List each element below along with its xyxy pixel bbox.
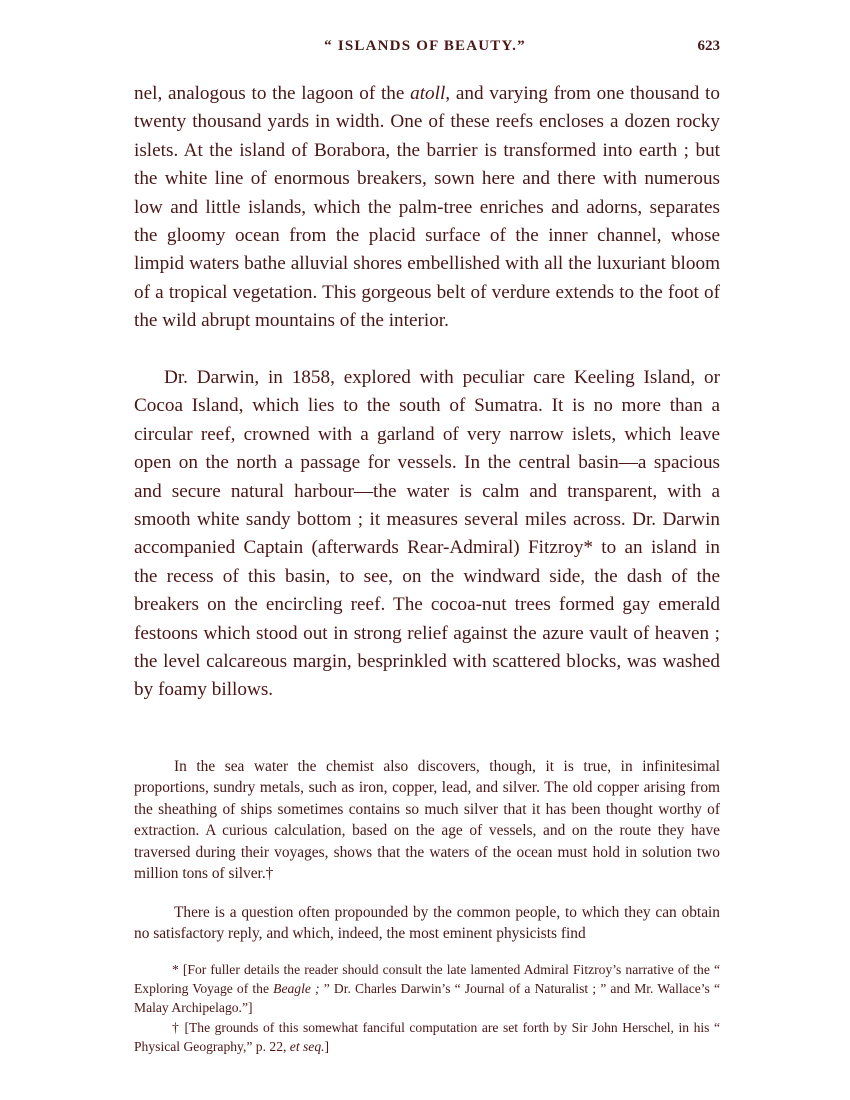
paragraph-2: Dr. Darwin, in 1858, explored with peculiar care Keeling Island, or Cocoa Island, which lies to the south of Sumatra. It is no more than a circular reef, crowned with a garland of very narrow islets, which leave open on the north a passage for vessels. In the central basin—a spacious and secure natural harbour—the water is calm and transparent, with a smooth white sandy bottom ; it measures several miles across. Dr. Darwin accompanied Captain (afterwards Rear-Admiral) Fitzroy* to an island in the recess of this basin, to see, on the windward side, the dash of the breakers on the encircling reef. The cocoa-nut trees formed gay emerald festoons which stood out in strong relief against the azure vault of heaven ; the level calcareous margin, besprinkled with scattered blocks, was washed by foamy billows. [134,367,720,701]
paragraph-1-text-a: nel, analogous to the lagoon of the [134,83,411,104]
footnote-2 [134,1018,720,1056]
footnotes [134,960,720,1056]
footnote-1-text-a: * [For fuller details the reader should consult the late lamented Admiral Fitzroy’s narrative of the “ Exploring Voyage of the [134,962,720,996]
page-number: 623 [697,38,720,54]
footnote-2-text-b: ] [324,1039,330,1054]
footnote-1 [134,960,720,1017]
paragraph-1-text-b: and varying from one thousand to twenty thousand yards in width. One of these reefs encloses a dozen rocky islets. At the island of Borabora, the barrier is transformed into earth ; but the white line of enormous breakers, sown here and there with numerous low and little islands, which the palm-tree enriches and adorns, separates the gloomy ocean from the placid surface of the inner channel, whose limpid waters bathe alluvial shores embellished with all the luxuriant bloom of a tropical vegetation. This gorgeous belt of verdure extends to the foot of the wild abrupt mountains of the interior. [134,83,720,332]
footnote-2-text-a: † [The grounds of this somewhat fanciful computation are set forth by Sir John Herschel, in his “ Physical Geography,” p. 22, [134,1020,720,1054]
footnote-1-emphasis: Beagle ; [273,981,320,996]
footnote-2-emphasis: et seq. [289,1039,325,1054]
paragraph-3: In the sea water the chemist also discovers, though, it is true, in infinitesimal proportions, sundry metals, such as iron, copper, lead, and silver. The old copper arising from the sheathing of ships sometimes contains so much silver that it has been thought worthy of extraction. A curious calculation, based on the age of vessels, and on the route they have traversed during their voyages, shows that the waters of the ocean must hold in solution two million tons of silver.† [134,758,720,883]
paragraph-4: There is a question often propounded by the common people, to which they can obtain no satisfactory reply, and which, indeed, the most eminent physicists find [134,904,720,943]
page-header [130,38,720,66]
paragraph-1-emphasis: atoll, [410,83,451,104]
footnote-1-text-b: ” Dr. Charles Darwin’s “ Journal of a Naturalist ; ” and Mr. Wallace’s “ Malay Archipelago.”] [134,981,721,1015]
running-head: “ ISLANDS OF BEAUTY.” [324,38,526,54]
paragraph-1 [134,80,720,336]
